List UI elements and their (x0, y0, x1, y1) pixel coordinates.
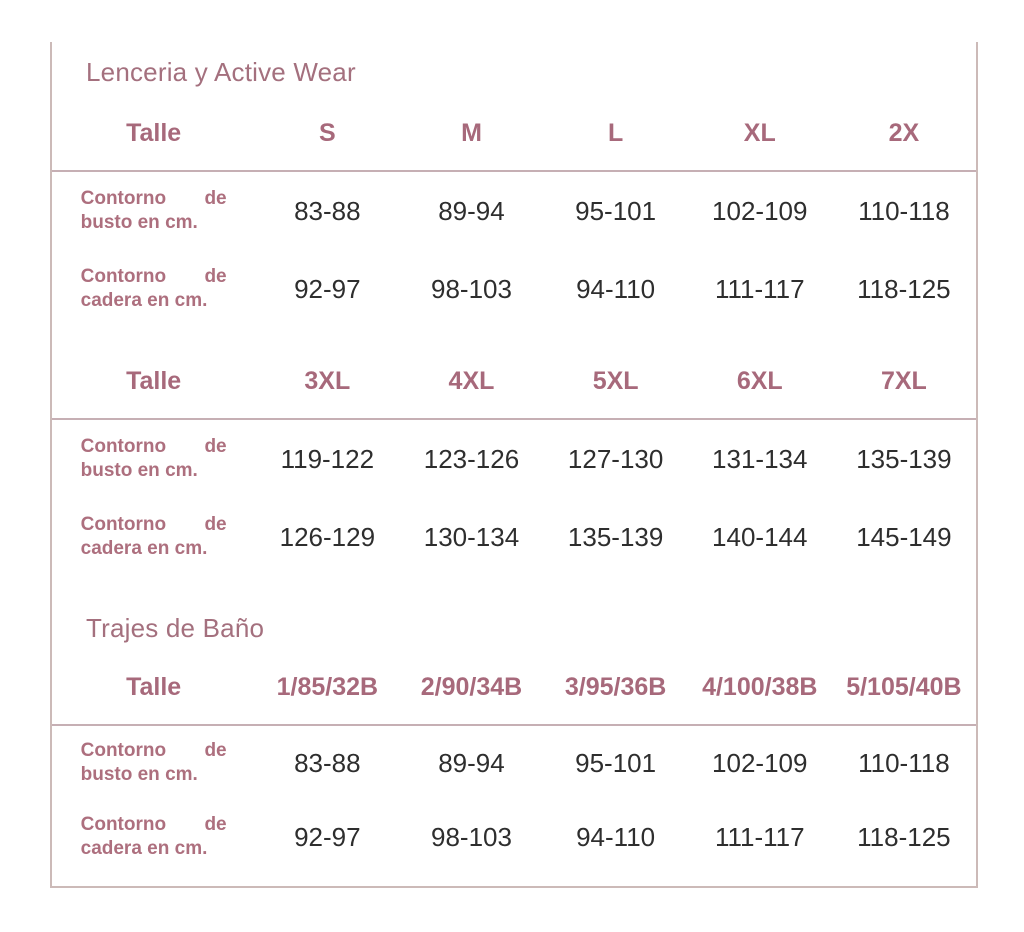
size-guide-sheet (50, 42, 978, 888)
table-row-busto (52, 726, 976, 800)
value-cell: 89-94 (438, 195, 505, 226)
table-row-cadera (52, 498, 976, 576)
size-table-trajes (52, 672, 976, 874)
value-cell: 110-118 (858, 195, 950, 226)
header-cell-size: 5XL (592, 367, 639, 395)
header-cell-talle: Talle (126, 673, 182, 701)
header-cell-size: 7XL (880, 367, 927, 395)
value-cell: 83-88 (294, 195, 361, 226)
value-cell: 95-101 (575, 747, 657, 778)
value-cell: 118-125 (857, 821, 951, 852)
value-cell: 126-129 (279, 521, 376, 552)
value-cell: 140-144 (712, 521, 808, 552)
header-cell-size: 5/105/40B (846, 673, 962, 701)
row-label: Contorno de busto en cm. (80, 436, 227, 481)
value-cell: 89-94 (438, 747, 505, 778)
header-cell-size: 1/85/32B (276, 673, 379, 701)
value-cell: 102-109 (712, 195, 808, 226)
value-cell: 102-109 (712, 747, 808, 778)
row-label-cell (52, 265, 255, 313)
size-table-lenceria-s-2x (52, 118, 976, 328)
value-cell: 92-97 (294, 821, 361, 852)
table-header-row (52, 118, 976, 172)
value-cell: 94-110 (576, 273, 656, 304)
section-trajes (52, 612, 976, 874)
table-header-row (52, 366, 976, 420)
table-row-cadera (52, 800, 976, 874)
header-cell-size: 4/100/38B (702, 673, 818, 701)
row-label: Contorno de busto en cm. (80, 740, 227, 785)
row-label-cell (52, 513, 255, 561)
row-label: Contorno de cadera en cm. (80, 814, 227, 859)
value-cell: 130-134 (423, 521, 520, 552)
value-cell: 145-149 (856, 521, 952, 552)
header-cell-size: 3/95/36B (564, 673, 667, 701)
header-cell-talle: Talle (126, 119, 182, 147)
section-lenceria (52, 56, 976, 576)
value-cell: 92-97 (294, 273, 361, 304)
row-label-cell (52, 435, 255, 483)
value-cell: 111-117 (714, 273, 805, 304)
row-label: Contorno de cadera en cm. (80, 514, 227, 559)
header-cell-size: XL (743, 119, 776, 147)
value-cell: 95-101 (575, 195, 657, 226)
row-label: Contorno de cadera en cm. (80, 266, 227, 311)
value-cell: 118-125 (857, 273, 951, 304)
row-label-cell (52, 739, 255, 787)
value-cell: 110-118 (858, 747, 950, 778)
header-cell-size: 6XL (736, 367, 783, 395)
value-cell: 127-130 (567, 443, 664, 474)
header-cell-size: M (461, 119, 482, 147)
value-cell: 135-139 (567, 521, 664, 552)
row-label-cell (52, 187, 255, 235)
header-cell-size: 4XL (448, 367, 495, 395)
value-cell: 135-139 (856, 443, 952, 474)
header-cell-size: 2/90/34B (420, 673, 523, 701)
table-row-busto (52, 172, 976, 250)
header-cell-talle: Talle (126, 367, 182, 395)
table-row-busto (52, 420, 976, 498)
value-cell: 83-88 (294, 747, 361, 778)
value-cell: 98-103 (430, 273, 512, 304)
value-cell: 119-122 (280, 443, 375, 474)
value-cell: 123-126 (423, 443, 520, 474)
row-label-cell (52, 813, 255, 861)
table-header-row (52, 672, 976, 726)
value-cell: 131-134 (712, 443, 808, 474)
table-row-cadera (52, 250, 976, 328)
row-label: Contorno de busto en cm. (80, 188, 227, 233)
value-cell: 94-110 (576, 821, 656, 852)
section-title-trajes: Trajes de Baño (86, 613, 265, 643)
value-cell: 98-103 (430, 821, 512, 852)
section-title-lenceria: Lenceria y Active Wear (86, 57, 356, 87)
value-cell: 111-117 (714, 821, 805, 852)
header-cell-size: S (318, 119, 336, 147)
size-table-lenceria-3xl-7xl (52, 366, 976, 576)
header-cell-size: 3XL (304, 367, 351, 395)
header-cell-size: L (607, 119, 624, 147)
header-cell-size: 2X (888, 119, 920, 147)
